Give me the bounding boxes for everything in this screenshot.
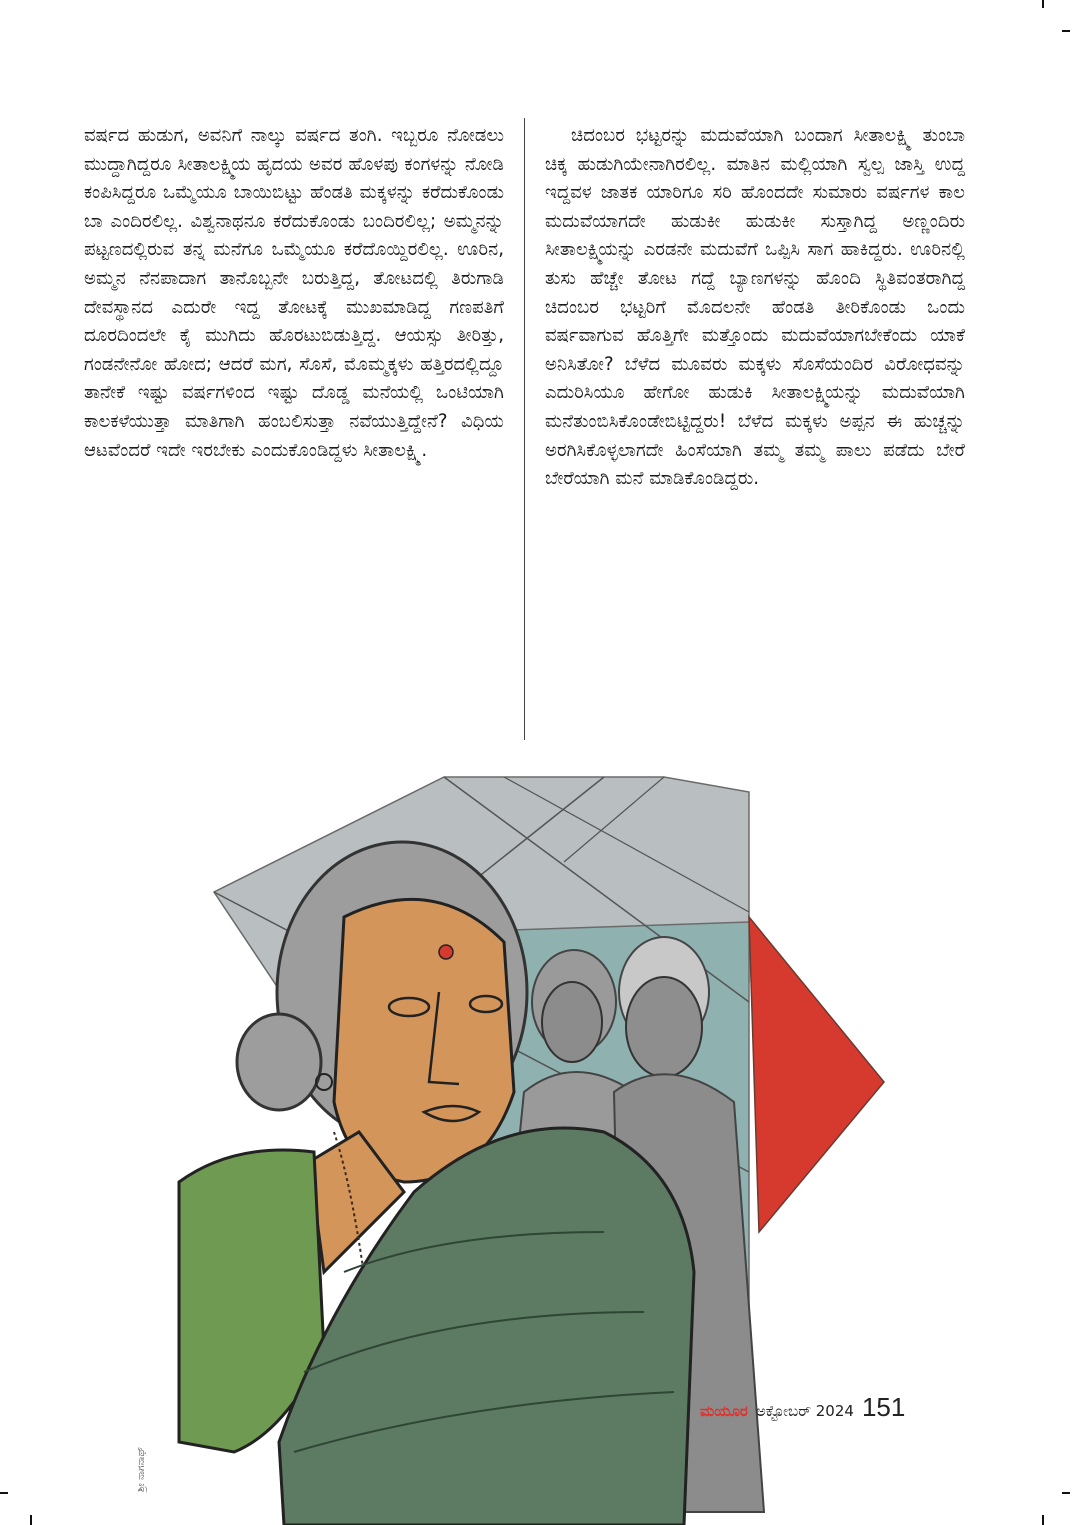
page-number: 151 (861, 1392, 906, 1422)
column-divider (524, 118, 525, 740)
crop-mark (1042, 0, 1044, 8)
page-footer (700, 1392, 905, 1432)
issue-month-year: ಅಕ್ಟೋಬರ್ 2024 (755, 1402, 854, 1420)
crop-mark (30, 1515, 32, 1525)
magazine-name: ಮಯೂರ (700, 1402, 748, 1420)
crop-mark (1062, 1492, 1070, 1494)
crop-mark (1062, 30, 1070, 32)
crop-mark (0, 1492, 8, 1494)
article-left-column: ವರ್ಷದ ಹುಡುಗ, ಅವನಿಗೆ ನಾಲ್ಕು ವರ್ಷದ ತಂಗಿ. ಇಬ್ಬರೂ ನೋಡಲು ಮುದ್ದಾಗಿದ್ದರೂ ಸೀತಾಲಕ್ಷ್ಮಿಯ ಹೃದಯ ಅವರ ಹೊಳಪು ಕಂಗಳನ್ನು ನೋಡಿ ಕಂಪಿಸಿದ್ದರೂ ಒಮ್ಮೆಯೂ ಬಾಯಿಬಿಟ್ಟು ಹೆಂಡತಿ ಮಕ್ಕಳನ್ನು ಕರೆದುಕೊಂಡು ಬಾ ಎಂದಿರಲಿಲ್ಲ. ವಿಶ್ವನಾಥನೂ ಕರೆದುಕೊಂಡು ಬಂದಿರಲಿಲ್ಲ; ಅಮ್ಮನನ್ನು ಪಟ್ಟಣದಲ್ಲಿರುವ ತನ್ನ ಮನೆಗೂ ಒಮ್ಮೆಯೂ ಕರೆದೊಯ್ದಿರಲಿಲ್ಲ. ಊರಿನ, ಅಮ್ಮನ ನೆನಪಾದಾಗ ತಾನೊಬ್ಬನೇ ಬರುತ್ತಿದ್ದ, ತೋಟದಲ್ಲಿ ತಿರುಗಾಡಿ ದೇವಸ್ಥಾನದ ಎದುರೇ ಇದ್ದ ತೋಟಕ್ಕೆ ಮುಖಮಾಡಿದ್ದ ಗಣಪತಿಗೆ ದೂರದಿಂದಲೇ ಕೈ ಮುಗಿದು ಹೊರಟುಬಿಡುತ್ತಿದ್ದ. ಆಯಸ್ಸು ತೀರಿತ್ತು, ಗಂಡನೇನೋ ಹೋದ; ಆದರೆ ಮಗ, ಸೊಸೆ, ಮೊಮ್ಮಕ್ಕಳು ಹತ್ತಿರದಲ್ಲಿದ್ದೂ ತಾನೇಕೆ ಇಷ್ಟು ವರ್ಷಗಳಿಂದ ಇಷ್ಟು ದೊಡ್ಡ ಮನೆಯಲ್ಲಿ ಒಂಟಿಯಾಗಿ ಕಾಲಕಳೆಯುತ್ತಾ ಮಾತಿಗಾಗಿ ಹಂಬಲಿಸುತ್ತಾ ನವೆಯುತ್ತಿದ್ದೇನೆ? ವಿಧಿಯ ಆಟವೆಂದರೆ ಇದೇ ಇರಬೇಕು ಎಂದುಕೊಂಡಿದ್ದಳು ಸೀತಾಲಕ್ಷ್ಮಿ. (84, 125, 504, 461)
article-right-column: ಚಿದಂಬರ ಭಟ್ಟರನ್ನು ಮದುವೆಯಾಗಿ ಬಂದಾಗ ಸೀತಾಲಕ್ಷ್ಮಿ ತುಂಬಾ ಚಿಕ್ಕ ಹುಡುಗಿಯೇನಾಗಿರಲಿಲ್ಲ. ಮಾತಿನ ಮಲ್ಲಿಯಾಗಿ ಸ್ವಲ್ಪ ಜಾಸ್ತಿ ಉದ್ದ ಇದ್ದವಳ ಜಾತಕ ಯಾರಿಗೂ ಸರಿ ಹೊಂದದೇ ಸುಮಾರು ವರ್ಷಗಳ ಕಾಲ ಮದುವೆಯಾಗದೇ ಹುಡುಕೀ ಹುಡುಕೀ ಸುಸ್ತಾಗಿದ್ದ ಅಣ್ಣಂದಿರು ಸೀತಾಲಕ್ಷ್ಮಿಯನ್ನು ಎರಡನೇ ಮದುವೆಗೆ ಒಪ್ಪಿಸಿ ಸಾಗ ಹಾಕಿದ್ದರು. ಊರಿನಲ್ಲಿ ತುಸು ಹೆಚ್ಚೇ ತೋಟ ಗದ್ದೆ ಬ್ಯಾಣಗಳನ್ನು ಹೊಂದಿ ಸ್ಥಿತಿವಂತರಾಗಿದ್ದ ಚಿದಂಬರ ಭಟ್ಟರಿಗೆ ಮೊದಲನೇ ಹೆಂಡತಿ ತೀರಿಕೊಂಡು ಒಂದು ವರ್ಷವಾಗುವ ಹೊತ್ತಿಗೇ ಮತ್ತೊಂದು ಮದುವೆಯಾಗಬೇಕೆಂದು ಯಾಕೆ ಅನಿಸಿತೋ? ಬೆಳೆದ ಮೂವರು ಮಕ್ಕಳು ಸೊಸೆಯಂದಿರ ವಿರೋಧವನ್ನು ಎದುರಿಸಿಯೂ ಹೇಗೋ ಹುಡುಕಿ ಸೀತಾಲಕ್ಷ್ಮಿಯನ್ನು ಮದುವೆಯಾಗಿ ಮನೆತುಂಬಿಸಿಕೊಂಡೇಬಿಟ್ಟಿದ್ದರು! ಬೆಳೆದ ಮಕ್ಕಳು ಅಪ್ಪನ ಈ ಹುಚ್ಚನ್ನು ಅರಗಿಸಿಕೊಳ್ಳಲಾಗದೇ ಹಿಂಸೆಯಾಗಿ ತಮ್ಮ ತಮ್ಮ ಪಾಲು ಪಡೆದು ಬೇರೆ ಬೇರೆಯಾಗಿ ಮನೆ ಮಾಡಿಕೊಂಡಿದ್ದರು. (545, 125, 965, 490)
artist-signature: ಶ್ರೀ ನಾಗನಾಥ್ (136, 1446, 147, 1492)
red-diamond (749, 917, 884, 1232)
crop-mark (1042, 1515, 1044, 1525)
